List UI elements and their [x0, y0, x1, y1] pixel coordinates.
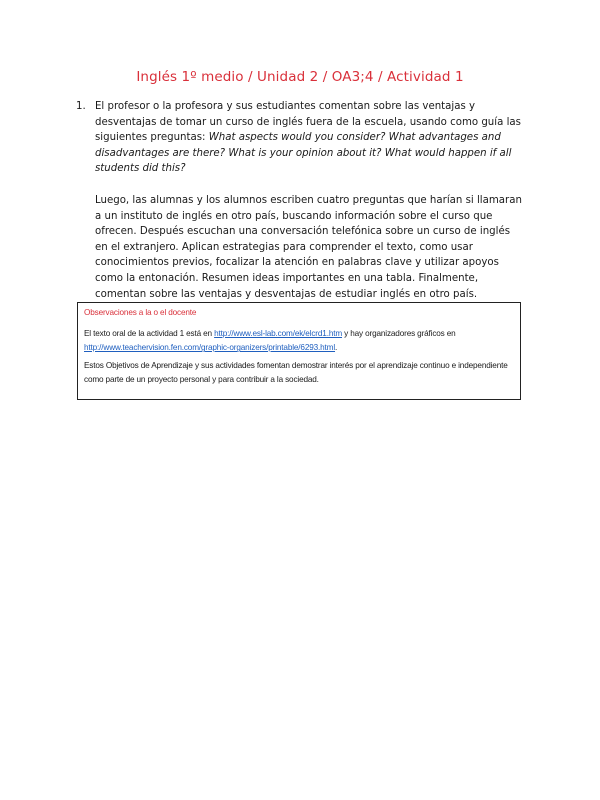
teachervision-link[interactable]: http://www.teachervision.fen.com/graphic-organizers/printable/6293.html [84, 343, 336, 353]
page-title: Inglés 1º medio / Unidad 2 / OA3;4 / Actividad 1 [136, 69, 464, 85]
notes-text-1c: . [335, 343, 338, 353]
activity-intro-text: El profesor o la profesora y sus estudiantes comentan sobre las ventajas y desventajas de tomar un curso de inglés fuera de la escuela, usando como guía las siguientes preguntas: [95, 101, 521, 144]
esl-lab-link[interactable]: http://www.esl-lab.com/ek/elcrd1.htm [214, 328, 343, 338]
notes-text-1b: y hay organizadores gráficos en [342, 328, 456, 338]
activity-body [95, 99, 526, 302]
activity-item [76, 99, 526, 302]
item-number: 1. [76, 101, 86, 112]
guide-questions: What aspects would you consider? What advantages and disadvantages are there? What is your opinion about it? What would happen if all students did this? [95, 132, 512, 175]
notes-paragraph-1 [84, 327, 514, 356]
activity-paragraph-2: Luego, las alumnas y los alumnos escriben cuatro preguntas que harían si llamaran a un instituto de inglés en otro país, buscando información sobre el curso que ofrecen. Después escuchan una conversación telefónica sobre un curso de inglés en el extranjero. Aplican estrategias para comprender el texto, como usar conocimientos previos, focalizar la atención en palabras clave y utilizar apoyos como la entonación. Resumen ideas importantes en una tabla. Finalmente, comentan sobre las ventajas y desventajas de estudiar inglés en otro país. [95, 194, 522, 300]
notes-text-1a: El texto oral de la actividad 1 está en [84, 328, 215, 338]
activity-paragraph-1 [95, 99, 526, 177]
notes-paragraph-2: Estos Objetivos de Aprendizaje y sus actividades fomentan demostrar interés por el aprendizaje continuo e independiente como parte de un proyecto personal y para contribuir a la sociedad. [84, 360, 508, 385]
notes-title: Observaciones a la o el docente [84, 308, 197, 317]
teacher-notes-box [77, 302, 521, 400]
